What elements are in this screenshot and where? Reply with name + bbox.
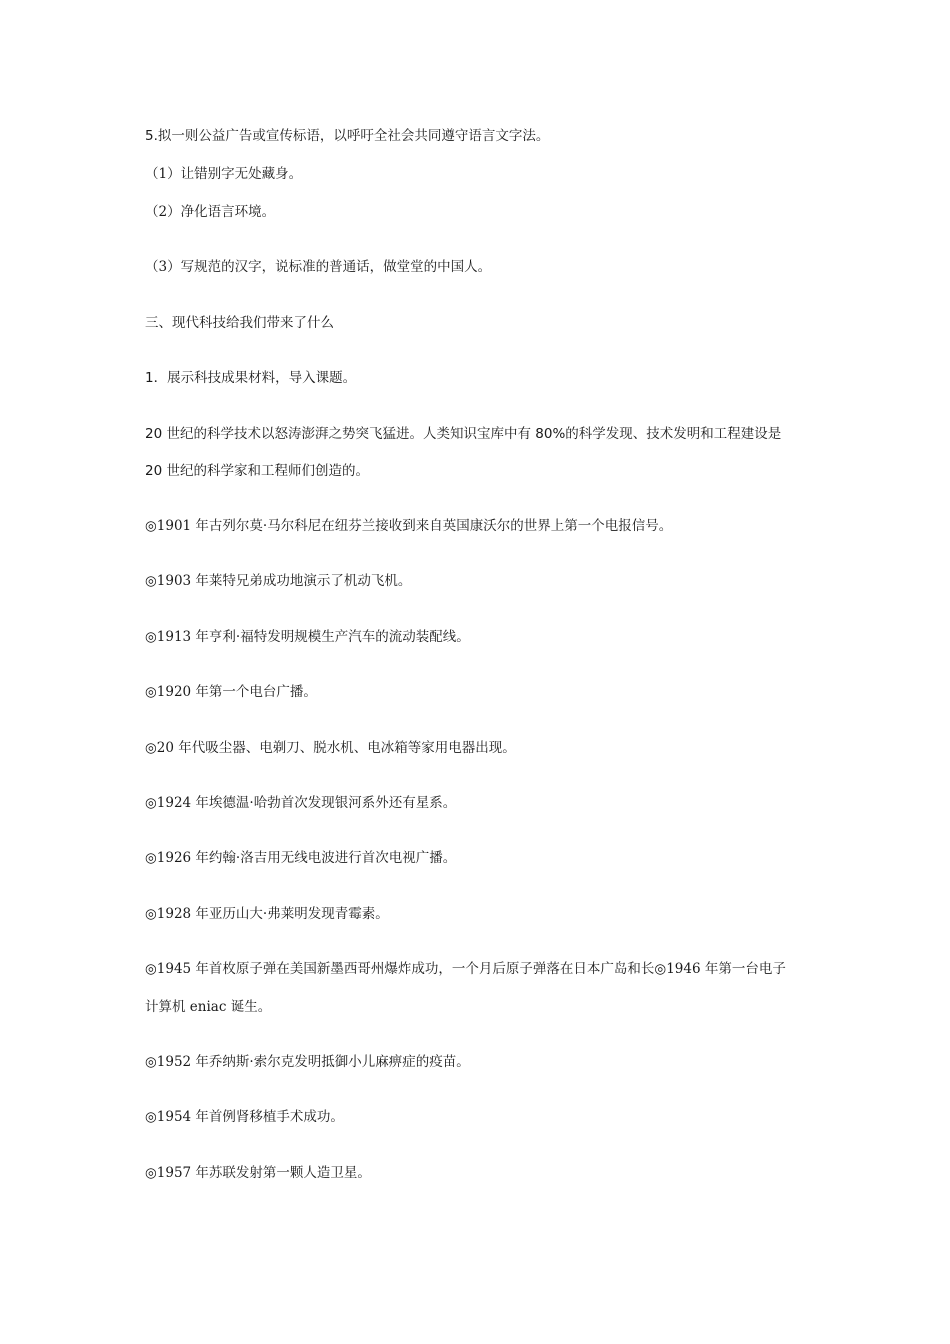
slogan-1: （1）让错别字无处藏身。 — [145, 166, 303, 182]
event-1920: ◎1920 年第一个电台广播。 — [145, 684, 317, 700]
event-1954: ◎1954 年首例肾移植手术成功。 — [145, 1109, 344, 1125]
step-1: 1．展示科技成果材料，导入课题。 — [145, 370, 357, 386]
event-1957: ◎1957 年苏联发射第一颗人造卫星。 — [145, 1165, 371, 1181]
slogan-2: （2）净化语言环境。 — [145, 204, 276, 220]
item5-title: 5.拟一则公益广告或宣传标语，以呼吁全社会共同遵守语言文字法。 — [145, 128, 550, 144]
event-1924: ◎1924 年埃德温·哈勃首次发现银河系外还有星系。 — [145, 795, 457, 811]
event-1945-1946: ◎1945 年首枚原子弹在美国新墨西哥州爆炸成功，一个月后原子弹落在日本广岛和长◎1946 年第一台电子 — [145, 961, 786, 977]
event-1946-cont: 计算机 eniac 诞生。 — [145, 999, 272, 1015]
event-1926: ◎1926 年约翰·洛吉用无线电波进行首次电视广播。 — [145, 850, 457, 866]
slogan-3: （3）写规范的汉字，说标准的普通话，做堂堂的中国人。 — [145, 259, 492, 275]
event-1901: ◎1901 年古列尔莫·马尔科尼在纽芬兰接收到来自英国康沃尔的世界上第一个电报信号。 — [145, 518, 673, 534]
section-3-title: 三、现代科技给我们带来了什么 — [145, 315, 334, 331]
event-1952: ◎1952 年乔纳斯·索尔克发明抵御小儿麻痹症的疫苗。 — [145, 1054, 470, 1070]
event-1928: ◎1928 年亚历山大·弗莱明发现青霉素。 — [145, 906, 389, 922]
intro-line-2: 20 世纪的科学家和工程师们创造的。 — [145, 463, 369, 479]
event-1903: ◎1903 年莱特兄弟成功地演示了机动飞机。 — [145, 573, 412, 589]
event-1920s: ◎20 年代吸尘器、电剃刀、脱水机、电冰箱等家用电器出现。 — [145, 740, 516, 756]
intro-line-1: 20 世纪的科学技术以怒涛澎湃之势突飞猛进。人类知识宝库中有 80%的科学发现、技术发明和工程建设是 — [145, 426, 782, 442]
event-1913: ◎1913 年亨利·福特发明规模生产汽车的流动装配线。 — [145, 629, 470, 645]
